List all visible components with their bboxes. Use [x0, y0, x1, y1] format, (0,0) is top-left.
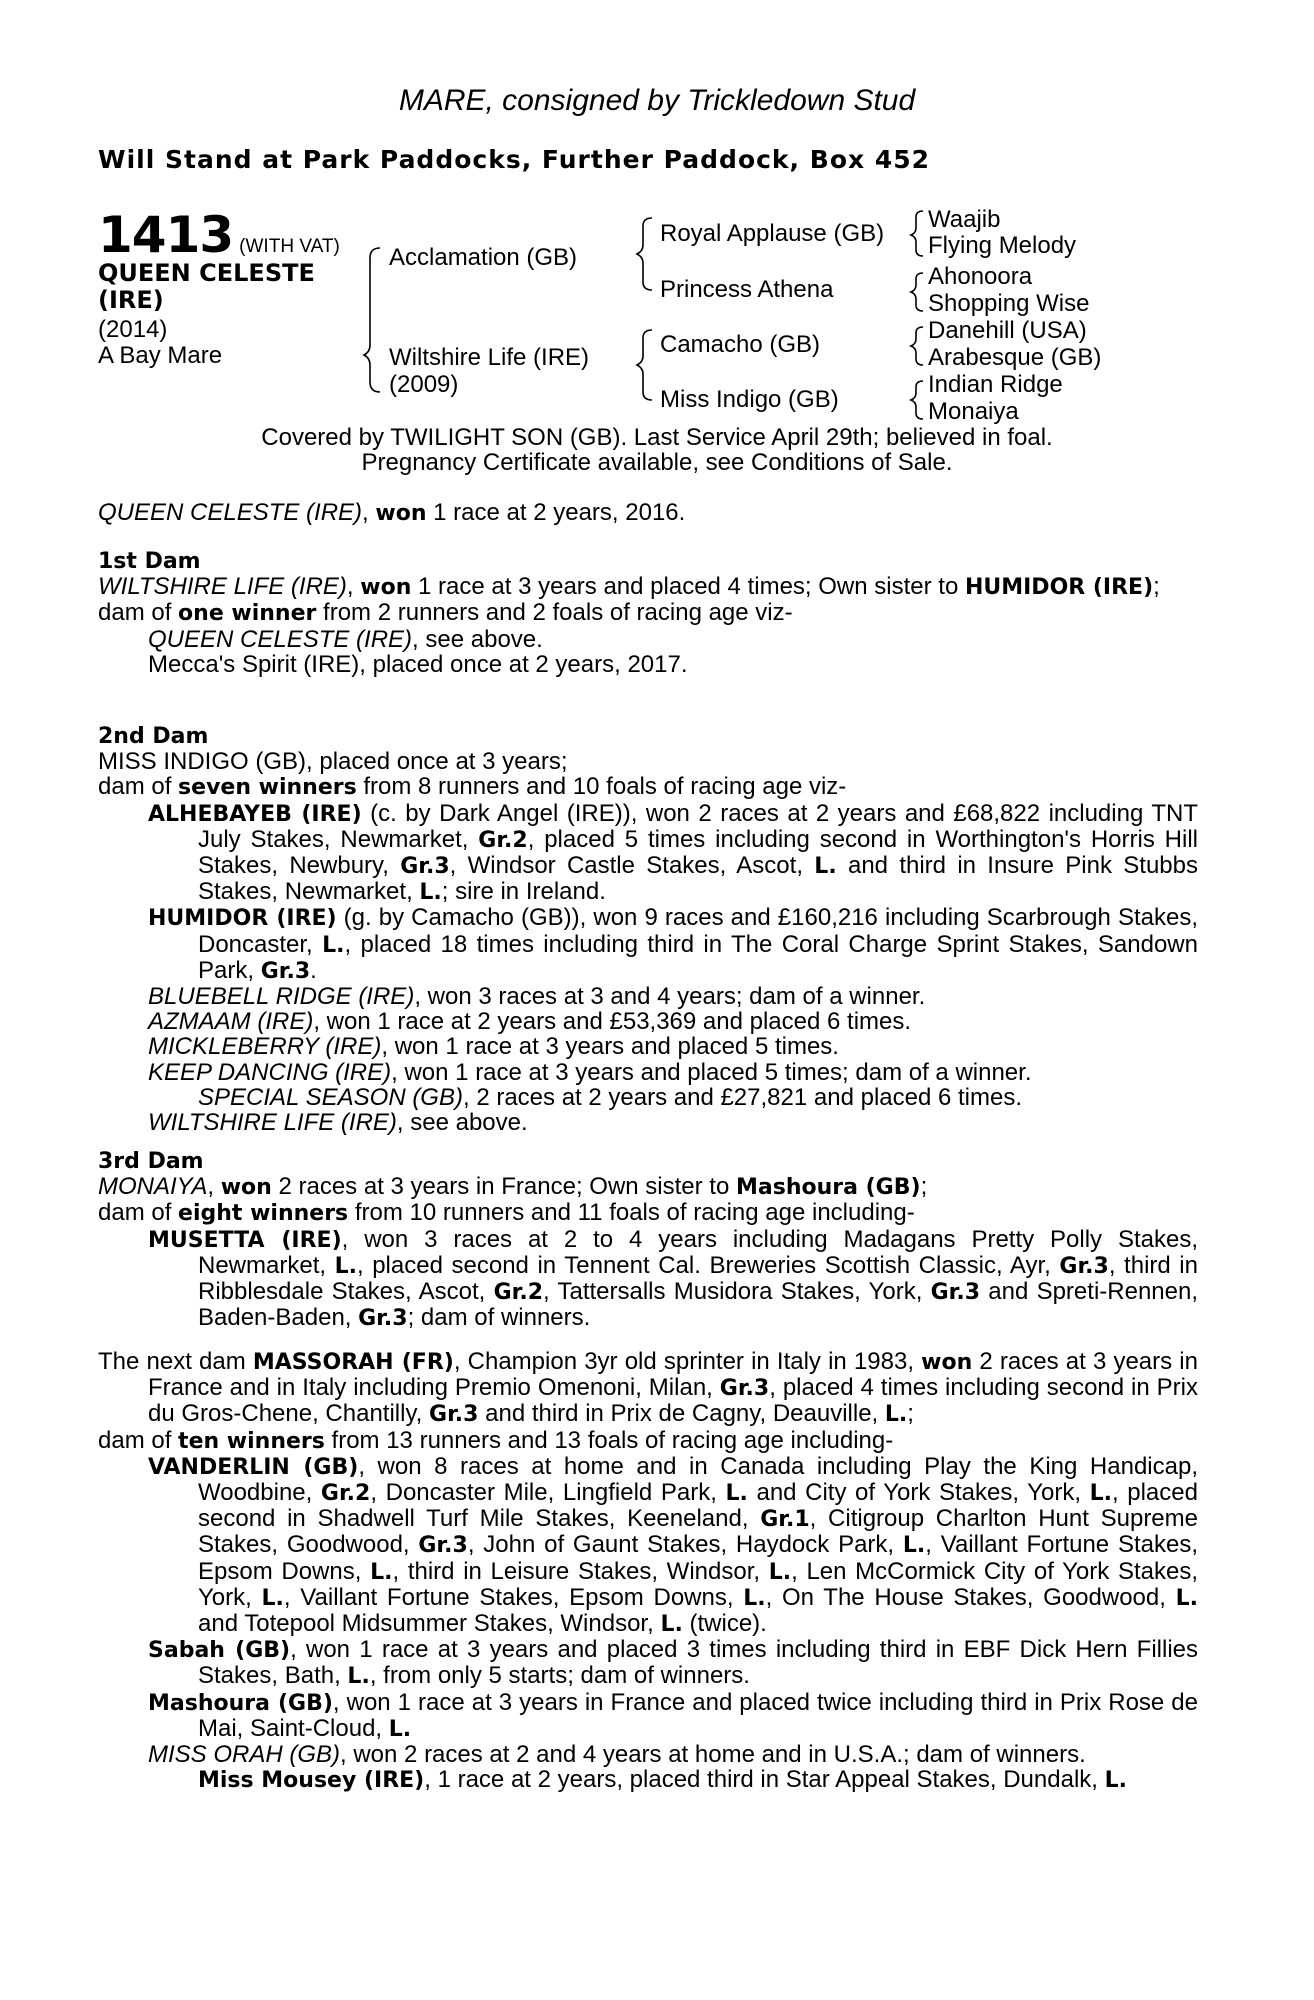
- entry-text: , third in Leisure Stakes, Windsor,: [392, 1557, 769, 1585]
- grade: L.: [884, 1402, 908, 1428]
- special-text: , 2 races at 2 years and £27,821 and placed 6 times.: [462, 1083, 1023, 1111]
- grade: Gr.3: [1059, 1253, 1109, 1279]
- grade: Gr.3: [719, 1376, 770, 1402]
- wiltshire-text: , see above.: [396, 1109, 528, 1137]
- entry-text: , won 1 race at 3 years in France and placed twice including third in Prix Rose de Mai, Saint-Cloud,: [198, 1688, 1198, 1742]
- musetta-name: MUSETTA (IRE): [148, 1227, 342, 1253]
- entry-text: , from only 5 starts; dam of winners.: [369, 1662, 750, 1690]
- third-dam-text: 2 races at 3 years in France; Own sister to: [271, 1173, 736, 1201]
- entry-text: .: [310, 956, 317, 984]
- sabah-entry: [98, 1637, 1198, 1689]
- entry-text: , 1 race at 2 years, placed third in Star Appeal Stakes, Dundalk,: [424, 1766, 1105, 1794]
- entry-text: ; dam of winners.: [407, 1304, 591, 1332]
- ped-dam-year: (2009): [389, 371, 459, 398]
- grade: L.: [419, 880, 442, 906]
- summary-won: won: [375, 501, 427, 526]
- first-dam-damof-label: dam of: [98, 599, 179, 627]
- pedigree-braces: [0, 0, 1314, 440]
- third-dam-winners: eight winners: [178, 1201, 349, 1227]
- second-dam-other-3: [98, 1034, 1198, 1059]
- third-dam-damof: [98, 1200, 1198, 1226]
- miss-orah-entry: [98, 1742, 1198, 1767]
- grade: Gr.1: [760, 1507, 810, 1533]
- first-dam-damof: [98, 600, 1198, 626]
- lot-vat: (WITH VAT): [239, 236, 340, 257]
- second-dam-other-4: [98, 1060, 1198, 1085]
- grade: Gr.3: [260, 958, 311, 984]
- grade: Gr.3: [930, 1280, 981, 1306]
- third-dam-heading: 3rd Dam: [98, 1149, 204, 1174]
- first-dam-winners: one winner: [178, 601, 317, 627]
- grade: L.: [261, 1585, 284, 1611]
- entry-text: , placed 5 times including second in Worthington's Horris Hill Stakes, Newbury,: [198, 825, 1199, 880]
- entry-text: and third in Insure Pink Stubbs Stakes, Newmarket,: [198, 852, 1199, 906]
- grade: L.: [1089, 1481, 1112, 1507]
- next-dam-winners: ten winners: [178, 1428, 325, 1454]
- miss-orah-name: MISS ORAH (GB): [148, 1741, 341, 1769]
- consignment-line: MARE, consigned by Trickledown Stud: [398, 84, 916, 117]
- grade: L.: [370, 1559, 393, 1585]
- ped-dam-sire: Camacho (GB): [660, 331, 821, 358]
- horse-description: A Bay Mare: [98, 342, 223, 369]
- next-dam-section: [98, 1349, 1198, 1793]
- entry-text: , Citigroup Charlton Hunt Supreme Stakes, Goodwood,: [198, 1505, 1198, 1559]
- entry-text: and Spreti-Rennen, Baden-Baden,: [198, 1278, 1199, 1332]
- next-dam-damof-label: dam of: [98, 1426, 179, 1454]
- entry-text: (c. by Dark Angel (IRE)), won 2 races at 2 years and £68,822 including TNT July Stakes, Newmarket,: [198, 799, 1198, 853]
- entry-text: 2 races at 3 years in France and in Italy including Premio Omenoni, Milan,: [148, 1348, 1198, 1402]
- next-dam-line: [98, 1349, 1198, 1428]
- first-dam-damof-rest: from 2 runners and 2 foals of racing age viz-: [316, 599, 793, 627]
- entry-text: , John of Gaunt Stakes, Haydock Park,: [467, 1531, 903, 1559]
- grade: Gr.3: [429, 1402, 479, 1428]
- third-dam-name: MONAIYA: [98, 1173, 208, 1201]
- third-dam-line: MONAIYA, won 2 races at 3 years in France; Own sister to Mashoura (GB);: [98, 1173, 928, 1201]
- other-name: AZMAAM (IRE): [148, 1008, 314, 1036]
- entry-text: , won 8 races at home and in Canada including Play the King Handicap, Woodbine,: [198, 1452, 1198, 1507]
- entry-text: , Windsor Castle Stakes, Ascot,: [449, 852, 815, 880]
- first-dam-text: 1 race at 3 years and placed 4 times; Own sister to: [411, 573, 965, 601]
- second-dam-damof-label: dam of: [98, 773, 179, 801]
- other-text: , won 1 race at 2 years and £53,369 and placed 6 times.: [313, 1008, 912, 1036]
- covered-note: [0, 425, 1314, 475]
- grade: L.: [660, 1612, 683, 1638]
- horse-year: (2014): [98, 316, 168, 343]
- entry-text: , placed 4 times including second in Prix du Gros-Chene, Chantilly,: [148, 1374, 1199, 1428]
- grade: L.: [814, 854, 837, 880]
- entry-text: , Len McCormick City of York Stakes, York,: [198, 1557, 1198, 1611]
- entry-text: , won 2 races at 2 and 4 years at home and in U.S.A.; dam of winners.: [340, 1741, 1086, 1769]
- second-dam-other-2: [98, 1009, 1198, 1034]
- vanderlin-entry: [98, 1454, 1198, 1637]
- grade: Gr.2: [478, 827, 528, 853]
- grade: Gr.3: [358, 1306, 408, 1332]
- other-text: , won 1 race at 3 years and placed 5 times; dam of a winner.: [391, 1058, 1032, 1086]
- ped-ggp-4: Shopping Wise: [928, 290, 1090, 317]
- wiltshire-name: WILTSHIRE LIFE (IRE): [148, 1109, 397, 1137]
- sabah-name: Sabah (GB): [148, 1638, 291, 1664]
- grade: L.: [743, 1585, 766, 1611]
- entry-text: , won 1 race at 3 years and placed 3 times including third in EBF Dick Hern Fillies Stakes, Bath,: [198, 1636, 1198, 1690]
- other-name: MICKLEBERRY (IRE): [148, 1033, 382, 1061]
- grade: L.: [768, 1559, 792, 1585]
- next-dam-intro: The next dam: [98, 1348, 253, 1375]
- horse-name-line1: QUEEN CELESTE: [98, 259, 315, 287]
- first-dam-section: [98, 549, 1198, 677]
- first-dam-progeny-1: [98, 627, 1198, 652]
- first-dam-sister: HUMIDOR (IRE): [964, 575, 1154, 601]
- ped-sire-sire: Royal Applause (GB): [660, 220, 885, 247]
- next-dam-damof-rest: from 13 runners and 13 foals of racing age including-: [324, 1426, 894, 1454]
- other-name: KEEP DANCING (IRE): [148, 1058, 392, 1086]
- other-name: BLUEBELL RIDGE (IRE): [148, 983, 415, 1011]
- entry-text: (twice).: [682, 1610, 767, 1638]
- lot-number: 1413: [98, 206, 234, 264]
- progeny-name: QUEEN CELESTE (IRE): [148, 625, 413, 653]
- next-dam-won: won: [921, 1350, 973, 1375]
- ped-dam-dam: Miss Indigo (GB): [660, 386, 839, 413]
- ped-sire: Acclamation (GB): [389, 244, 578, 271]
- covered-line1: Covered by TWILIGHT SON (GB). Last Service April 29th; believed in foal.: [261, 424, 1053, 451]
- entry-text: , Vaillant Fortune Stakes, Epsom Downs,: [198, 1531, 1198, 1585]
- entry-text: and City of York Stakes, York,: [747, 1479, 1090, 1507]
- entry-text: , Vaillant Fortune Stakes, Epsom Downs,: [283, 1583, 744, 1611]
- grade: L.: [1175, 1585, 1199, 1611]
- second-dam-damof-rest: from 8 runners and 10 foals of racing age viz-: [356, 773, 847, 801]
- special-name: SPECIAL SEASON (GB): [198, 1083, 463, 1111]
- third-dam-won: won: [220, 1175, 272, 1201]
- grade: L.: [902, 1533, 926, 1559]
- first-dam-name: WILTSHIRE LIFE (IRE): [98, 573, 347, 601]
- grade: Gr.2: [493, 1280, 543, 1306]
- grade: Gr.2: [320, 1481, 371, 1507]
- mashoura-entry: [98, 1690, 1198, 1742]
- second-dam-winners: seven winners: [178, 775, 357, 801]
- ped-ggp-6: Arabesque (GB): [928, 344, 1102, 371]
- entry-text: and third in Prix de Cagny, Deauville,: [478, 1400, 885, 1428]
- first-dam-semi: ;: [1153, 573, 1160, 601]
- entry-text: , Doncaster Mile, Lingfield Park,: [370, 1479, 726, 1507]
- first-dam-progeny-2: [98, 652, 1198, 677]
- miss-mousey-entry: [98, 1767, 1198, 1793]
- entry-text: ; sire in Ireland.: [441, 878, 606, 906]
- entry-text: , Champion 3yr old sprinter in Italy in 1983,: [453, 1348, 922, 1375]
- summary-rest: 1 race at 2 years, 2016.: [426, 499, 686, 526]
- covered-line2: Pregnancy Certificate available, see Conditions of Sale.: [361, 449, 953, 476]
- third-dam-semi: ;: [920, 1173, 928, 1201]
- first-dam-line: WILTSHIRE LIFE (IRE), won 1 race at 3 years and placed 4 times; Own sister to HUMIDOR (IRE);: [98, 573, 1160, 601]
- grade: L.: [1104, 1768, 1128, 1794]
- entry-text: , placed 18 times including third in The Coral Charge Sprint Stakes, Sandown Park,: [198, 930, 1198, 984]
- ped-ggp-3: Ahonoora: [928, 263, 1033, 290]
- grade: Gr.3: [400, 854, 450, 880]
- entry-text: , won 3 races at 2 to 4 years including Madagans Pretty Polly Stakes, Newmarket,: [198, 1225, 1198, 1279]
- progeny-text: , see above.: [412, 625, 543, 653]
- entry-text: , placed second in Tennent Cal. Breweries Scottish Classic, Ayr,: [356, 1251, 1060, 1279]
- first-dam-won: won: [360, 575, 412, 601]
- entry-text: , Tattersalls Musidora Stakes, York,: [543, 1278, 931, 1306]
- ped-ggp-2: Flying Melody: [928, 232, 1077, 259]
- humidor-entry: [98, 905, 1198, 984]
- entry-text: , placed second in Shadwell Turf Mile Stakes, Keeneland,: [198, 1479, 1198, 1533]
- ped-dam: Wiltshire Life (IRE): [389, 344, 590, 371]
- wiltshire-entry: [98, 1110, 1198, 1135]
- summary: QUEEN CELESTE (IRE), won 1 race at 2 years, 2016.: [98, 499, 686, 526]
- next-dam-damof: [98, 1428, 1198, 1454]
- musetta-entry: [98, 1227, 1198, 1332]
- other-text: , won 1 race at 3 years and placed 5 times.: [381, 1033, 839, 1061]
- other-text: , won 3 races at 3 and 4 years; dam of a winner.: [414, 983, 926, 1011]
- grade: L.: [322, 932, 345, 958]
- entry-text: ;: [907, 1400, 914, 1428]
- entry-text: (g. by Camacho (GB)), won 9 races and £160,216 including Scarbrough Stakes, Doncaster,: [198, 904, 1198, 958]
- grade: Gr.3: [418, 1533, 468, 1559]
- second-dam-damof: [98, 774, 1198, 800]
- special-season-entry: [98, 1085, 1198, 1110]
- entry-text: , On The House Stakes, Goodwood,: [765, 1583, 1176, 1611]
- stand-location: Will Stand at Park Paddocks, Further Paddock, Box 452: [98, 145, 931, 174]
- ped-ggp-1: Waajib: [928, 206, 1001, 233]
- summary-name: QUEEN CELESTE (IRE): [98, 499, 363, 526]
- ped-ggp-5: Danehill (USA): [928, 317, 1087, 344]
- progeny-name: Mecca's Spirit (IRE), placed once at 2 years, 2017.: [148, 650, 688, 678]
- entry-text: and Totepool Midsummer Stakes, Windsor,: [198, 1610, 661, 1638]
- mashoura-name: Mashoura (GB): [148, 1690, 333, 1716]
- ped-ggp-8: Monaiya: [928, 398, 1019, 425]
- second-dam-heading: 2nd Dam: [98, 724, 209, 749]
- grade: L.: [725, 1481, 748, 1507]
- third-dam-damof-rest: from 10 runners and 11 foals of racing age including-: [348, 1199, 915, 1227]
- ped-sire-dam: Princess Athena: [660, 276, 834, 303]
- horse-name-line2: (IRE): [98, 286, 164, 314]
- second-dam-section: [98, 724, 1198, 1135]
- next-dam-name: MASSORAH (FR): [252, 1350, 454, 1375]
- first-dam-heading: 1st Dam: [98, 549, 201, 574]
- alhebayeb-entry: [98, 801, 1198, 906]
- second-dam-line: MISS INDIGO (GB), placed once at 3 years;: [98, 748, 568, 776]
- vanderlin-name: VANDERLIN (GB): [148, 1454, 359, 1480]
- ped-ggp-7: Indian Ridge: [928, 371, 1063, 398]
- miss-mousey-name: Miss Mousey (IRE): [198, 1768, 425, 1794]
- third-dam-damof-label: dam of: [98, 1199, 179, 1227]
- grade: L.: [347, 1664, 370, 1690]
- entry-text: , third in Ribblesdale Stakes, Ascot,: [198, 1251, 1198, 1306]
- third-dam-section: [98, 1149, 1198, 1331]
- third-dam-sister: Mashoura (GB): [736, 1175, 921, 1201]
- second-dam-other-1: [98, 984, 1198, 1009]
- grade: L.: [334, 1253, 357, 1279]
- grade: L.: [388, 1716, 412, 1742]
- alhebayeb-name: ALHEBAYEB (IRE): [148, 801, 362, 827]
- humidor-name: HUMIDOR (IRE): [148, 906, 337, 932]
